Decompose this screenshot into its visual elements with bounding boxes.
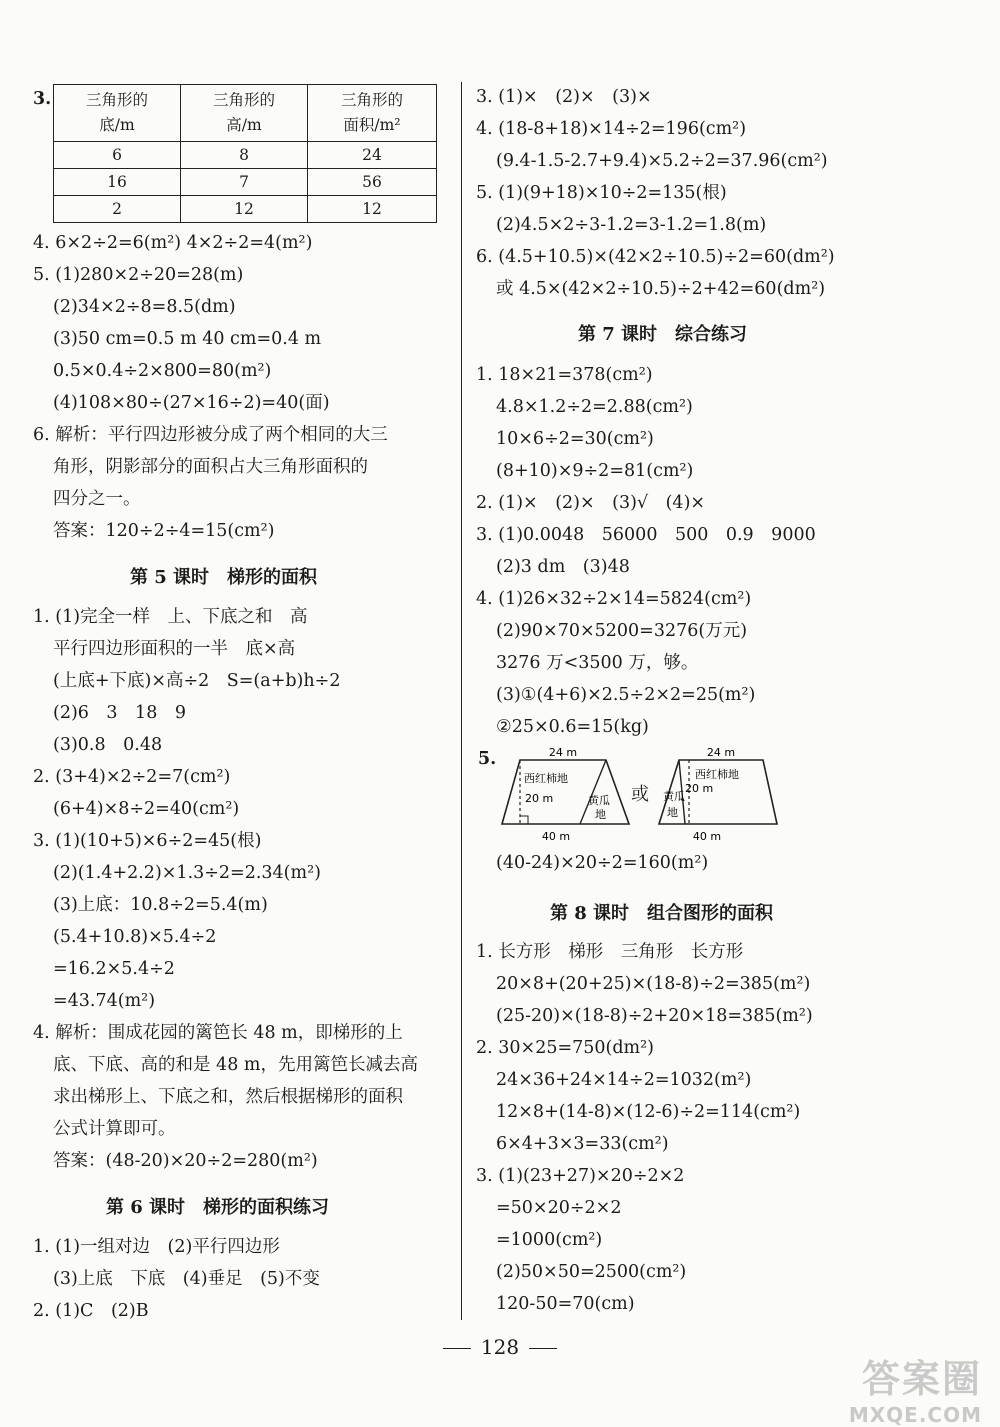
answer-line: (9.4-1.5-2.7+9.4)×5.2÷2=37.96(cm²) <box>496 151 828 171</box>
answer-line: (上底+下底)×高÷2 S=(a+b)h÷2 <box>53 671 341 691</box>
answer-line: 6×4+3×3=33(cm²) <box>496 1134 669 1154</box>
height-label: 20 m <box>685 782 714 795</box>
answer-line: 2. (3+4)×2÷2=7(cm²) <box>33 767 231 787</box>
answer-line: (25-20)×(18-8)÷2+20×18=385(m²) <box>496 1006 813 1026</box>
answer-line: =1000(cm²) <box>496 1230 603 1250</box>
answer-line: (2)90×70×5200=3276(万元) <box>496 621 748 641</box>
answer-line: 1. 18×21=378(cm²) <box>476 365 653 385</box>
answer-line: 5. (1)280×2÷20=28(m) <box>33 265 244 285</box>
watermark-url: MXQE.COM <box>848 1403 982 1427</box>
watermark-text: 答案圈 <box>861 1357 982 1401</box>
bottom-base-label: 40 m <box>541 830 571 843</box>
cucumber-plot-label: 地 <box>595 808 606 821</box>
answer-line: (40-24)×20÷2=160(m²) <box>496 853 709 873</box>
table-header-cell: 三角形的 高/m <box>181 85 308 142</box>
answer-line: 4.8×1.2÷2=2.88(cm²) <box>496 397 693 417</box>
answer-line: (3)50 cm=0.5 m 40 cm=0.4 m <box>53 329 322 349</box>
table-cell: 7 <box>181 169 308 196</box>
table-row <box>54 169 437 196</box>
answer-line: 底、下底、高的和是 48 m，先用篱笆长减去高 <box>53 1055 418 1075</box>
table-header-cell: 三角形的 底/m <box>54 85 181 142</box>
answer-line: 1. (1)完全一样 上、下底之和 高 <box>33 607 308 627</box>
answer-line: 6. (4.5+10.5)×(42×2÷10.5)÷2=60(dm²) <box>476 247 835 267</box>
table-row <box>54 196 437 223</box>
answer-line: 3. (1)0.0048 56000 500 0.9 9000 <box>476 525 816 545</box>
table-cell: 2 <box>54 196 181 223</box>
answer-line: 3. (1)× (2)× (3)× <box>476 87 652 107</box>
table-header-cell: 三角形的 面积/m² <box>308 85 437 142</box>
answer-line: 角形，阴影部分的面积占大三角形面积的 <box>53 457 368 477</box>
question-number: 5. <box>478 749 497 769</box>
answer-line: 3. (1)(23+27)×20÷2×2 <box>476 1166 685 1186</box>
table-cell: 12 <box>308 196 437 223</box>
watermark-logo <box>849 1348 982 1427</box>
height-label: 20 m <box>525 792 554 805</box>
cucumber-plot-label: 黄瓜 <box>588 794 610 807</box>
answer-line: =16.2×5.4÷2 <box>53 959 175 979</box>
answer-line: 2. 30×25=750(dm²) <box>476 1038 654 1058</box>
section-heading: 第 5 课时 梯形的面积 <box>130 567 318 588</box>
section-heading: 第 7 课时 综合练习 <box>578 324 748 345</box>
answer-line: (2)34×2÷8=8.5(dm) <box>53 297 236 317</box>
answer-line: 4. (18-8+18)×14÷2=196(cm²) <box>476 119 747 139</box>
answer-line: 6. 解析：平行四边形被分成了两个相同的大三 <box>33 425 388 445</box>
answer-line: 答案：120÷2÷4=15(cm²) <box>53 521 275 541</box>
question-number: 3. <box>33 89 52 109</box>
trapezoid-figure-a <box>498 742 633 844</box>
answer-line: (3)0.8 0.48 <box>53 735 163 755</box>
answer-line: 120-50=70(cm) <box>496 1294 635 1314</box>
column-divider <box>461 82 462 1320</box>
answer-line: (2)6 3 18 9 <box>53 703 186 723</box>
cucumber-plot-label: 黄瓜 <box>663 790 685 803</box>
answer-line: (3)①(4+6)×2.5÷2×2=25(m²) <box>496 685 756 705</box>
page-dash-left <box>443 1348 471 1349</box>
answer-line: 四分之一。 <box>53 489 141 509</box>
answer-line: 3276 万<3500 万，够。 <box>496 653 699 673</box>
page-number-text: 128 <box>480 1335 520 1359</box>
answer-line: (3)上底 下底 (4)垂足 (5)不变 <box>53 1269 320 1289</box>
answer-line: 1. (1)一组对边 (2)平行四边形 <box>33 1237 280 1257</box>
table-cell: 8 <box>181 142 308 169</box>
table-cell: 6 <box>54 142 181 169</box>
answer-line: (3)上底：10.8÷2=5.4(m) <box>53 895 268 915</box>
answer-line: (4)108×80÷(27×16÷2)=40(面) <box>53 393 330 413</box>
table-cell: 24 <box>308 142 437 169</box>
section-heading: 第 6 课时 梯形的面积练习 <box>106 1197 330 1218</box>
answer-line: (6+4)×8÷2=40(cm²) <box>53 799 240 819</box>
answer-line: 平行四边形面积的一半 底×高 <box>53 639 296 659</box>
top-base-label: 24 m <box>548 746 578 759</box>
answer-line: 1. 长方形 梯形 三角形 长方形 <box>476 942 744 962</box>
answer-line: ②25×0.6=15(kg) <box>496 717 649 737</box>
page-dash-right <box>529 1348 557 1349</box>
answer-line: 20×8+(20+25)×(18-8)÷2=385(m²) <box>496 974 811 994</box>
answer-line: 公式计算即可。 <box>53 1119 176 1139</box>
bottom-base-label: 40 m <box>692 830 722 843</box>
answer-line: 24×36+24×14÷2=1032(m²) <box>496 1070 752 1090</box>
table-cell: 16 <box>54 169 181 196</box>
answer-line: 求出梯形上、下底之和，然后根据梯形的面积 <box>53 1087 403 1107</box>
answer-line: (5.4+10.8)×5.4÷2 <box>53 927 217 947</box>
answer-line: 3. (1)(10+5)×6÷2=45(根) <box>33 831 262 851</box>
answer-line: 12×8+(14-8)×(12-6)÷2=114(cm²) <box>496 1102 801 1122</box>
table-cell: 12 <box>181 196 308 223</box>
section-heading: 第 8 课时 组合图形的面积 <box>550 903 774 924</box>
trapezoid-figure-b <box>655 742 780 844</box>
answer-line: 0.5×0.4÷2×800=80(m²) <box>53 361 272 381</box>
answer-line: (2)4.5×2÷3-1.2=3-1.2=1.8(m) <box>496 215 767 235</box>
answer-line: (8+10)×9÷2=81(cm²) <box>496 461 694 481</box>
answer-line: 10×6÷2=30(cm²) <box>496 429 654 449</box>
answer-line: =50×20÷2×2 <box>496 1198 622 1218</box>
triangle-table <box>53 84 437 223</box>
answer-line: (2)(1.4+2.2)×1.3÷2=2.34(m²) <box>53 863 321 883</box>
answer-line: 5. (1)(9+18)×10÷2=135(根) <box>476 183 727 203</box>
or-label: 或 <box>631 784 649 805</box>
answer-line: 2. (1)C (2)B <box>33 1301 149 1321</box>
answer-line: 4. (1)26×32÷2×14=5824(cm²) <box>476 589 752 609</box>
answer-line: (2)50×50=2500(cm²) <box>496 1262 687 1282</box>
tomato-plot-label: 西红柿地 <box>695 768 739 781</box>
cucumber-plot-label: 地 <box>667 806 678 819</box>
answer-line: 答案：(48-20)×20÷2=280(m²) <box>53 1151 318 1171</box>
answer-line: (2)3 dm (3)48 <box>496 557 630 577</box>
answer-line: 4. 6×2÷2=6(m²) 4×2÷2=4(m²) <box>33 233 313 253</box>
answer-line: 或 4.5×(42×2÷10.5)÷2+42=60(dm²) <box>496 279 826 299</box>
table-row <box>54 142 437 169</box>
tomato-plot-label: 西红柿地 <box>524 772 568 785</box>
top-base-label: 24 m <box>706 746 736 759</box>
answer-line: 4. 解析：围成花园的篱笆长 48 m，即梯形的上 <box>33 1023 403 1043</box>
answer-line: =43.74(m²) <box>53 991 156 1011</box>
table-cell: 56 <box>308 169 437 196</box>
answer-line: 2. (1)× (2)× (3)√ (4)× <box>476 493 706 513</box>
